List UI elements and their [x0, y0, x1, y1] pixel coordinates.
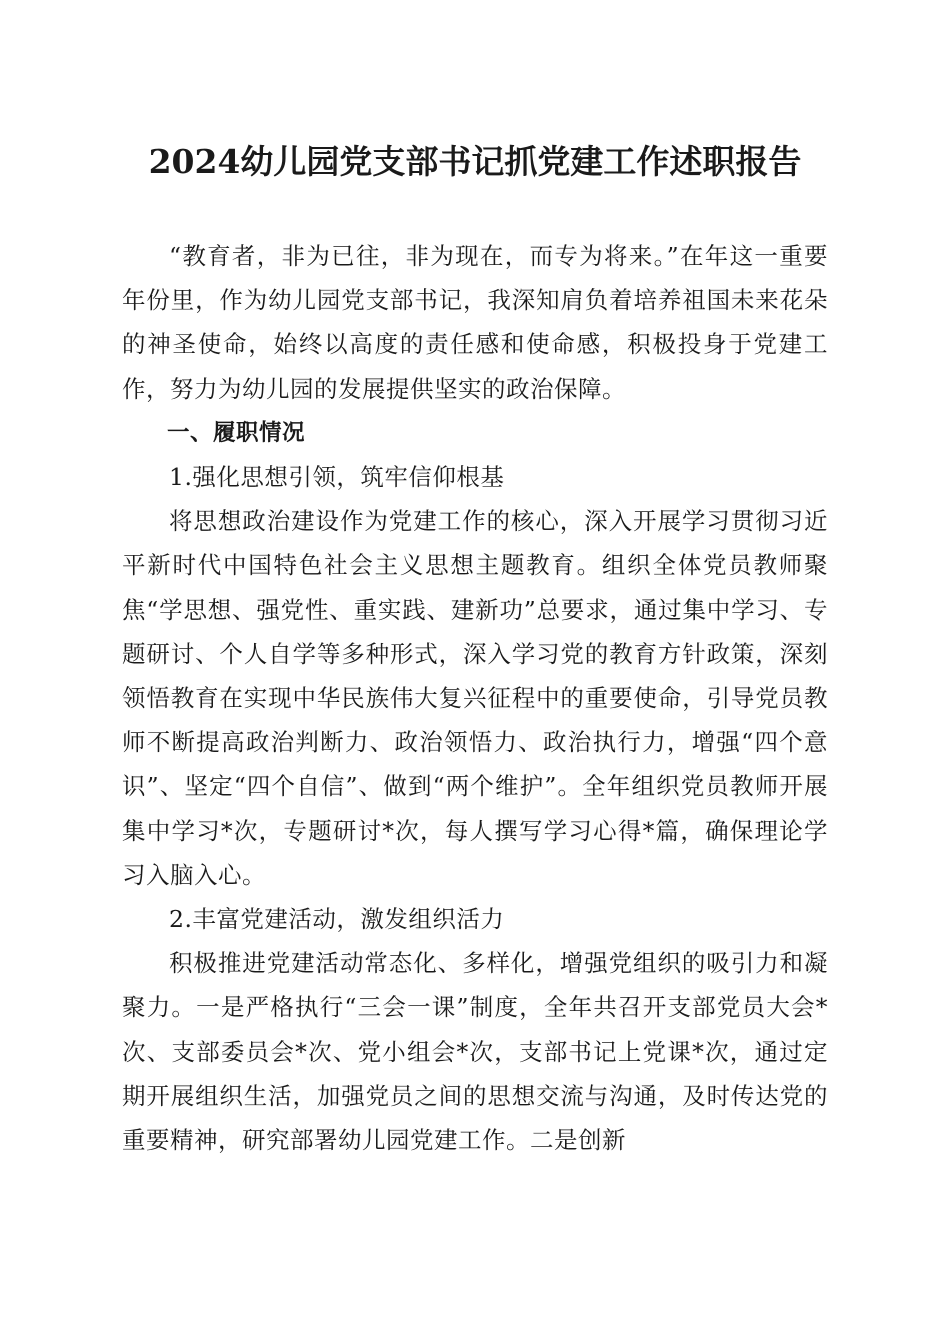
- subsection-heading-activities: 2.丰富党建活动，激发组织活力: [169, 905, 505, 934]
- document-title: 2024幼儿园党支部书记抓党建工作述职报告: [148, 142, 802, 181]
- document-body: [122, 234, 828, 1162]
- activities-paragraph: 积极推进党建活动常态化、多样化，增强党组织的吸引力和凝聚力。一是严格执行“三会一课”制度，全年共召开支部党员大会*次、支部委员会*次、党小组会*次，支部书记上党课*次，通过定期开展组织生活，加强党员之间的思想交流与沟通，及时传达党的重要精神，研究部署幼儿园党建工作。二是创新: [122, 949, 828, 1155]
- subsection-heading-ideology: 1.强化思想引领，筑牢信仰根基: [169, 463, 505, 492]
- ideology-paragraph: 将思想政治建设作为党建工作的核心，深入开展学习贯彻习近平新时代中国特色社会主义思想主题教育。组织全体党员教师聚焦“学思想、强党性、重实践、建新功”总要求，通过集中学习、专题研讨、个人自学等多种形式，深入学习党的教育方针政策，深刻领悟教育在实现中华民族伟大复兴征程中的重要使命，引导党员教师不断提高政治判断力、政治领悟力、政治执行力，增强“四个意识”、坚定“四个自信”、做到“两个维护”。全年组织党员教师开展集中学习*次，专题研讨*次，每人撰写学习心得*篇，确保理论学习入脑入心。: [122, 507, 828, 889]
- intro-paragraph: “教育者，非为已往，非为现在，而专为将来。”在年这一重要年份里，作为幼儿园党支部书记，我深知肩负着培养祖国未来花朵的神圣使命，始终以高度的责任感和使命感，积极投身于党建工作，努力为幼儿园的发展提供坚实的政治保障。: [122, 242, 828, 403]
- section-heading-performance: 一、履职情况: [167, 419, 306, 446]
